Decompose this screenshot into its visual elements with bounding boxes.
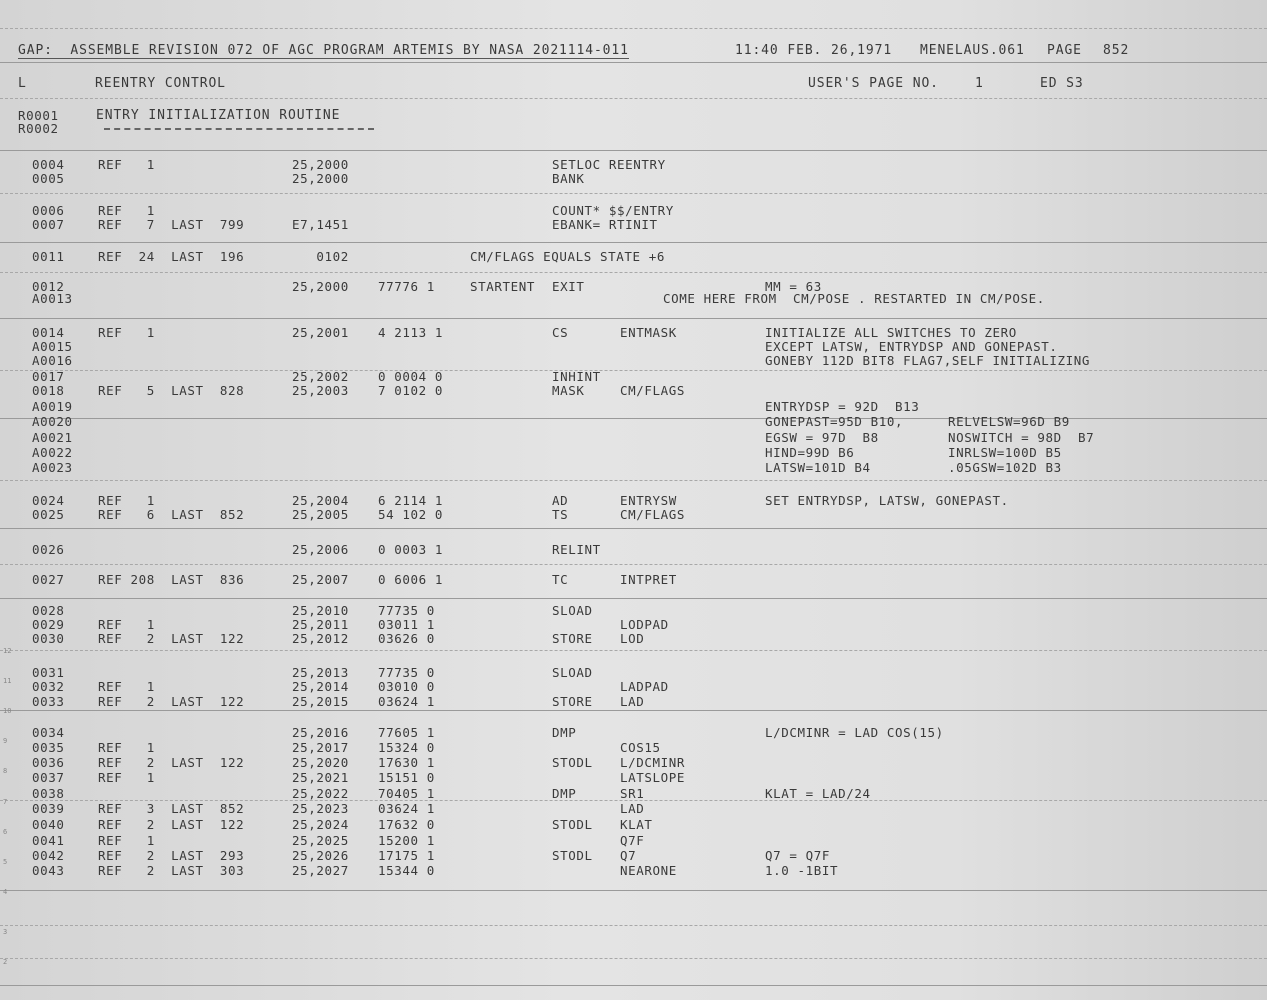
line-operand: ENTRYSW [620,493,677,508]
paper-rule [0,564,1267,565]
line-comment: 1.0 -1BIT [765,863,839,878]
line-opcode: STODL [552,848,593,863]
line-address: 25,2017 [292,740,349,755]
line-code: 77776 1 [378,279,435,294]
user-name: MENELAUS.061 [920,43,1025,58]
line-address: 25,2000 [292,279,349,294]
line-ref: REF 2 LAST 122 [98,694,245,709]
line-seq: 0011 [32,249,65,264]
line-comment: INITIALIZE ALL SWITCHES TO ZERO [765,325,1017,340]
listing-line [0,680,1267,694]
margin-tick: 4 [3,888,8,896]
line-seq: 0005 [32,171,65,186]
line-operand: LODPAD [620,617,669,632]
line-seq: 0017 [32,369,65,384]
title-underline [104,128,374,130]
users-page-number: 1 [975,76,984,91]
line-code: 17630 1 [378,755,435,770]
section-title: REENTRY CONTROL [95,76,226,91]
listing-line [0,431,1267,445]
listing-line [0,461,1267,475]
line-operand: Q7 [620,848,637,863]
line-operand: CM/FLAGS [620,507,686,522]
margin-tick: 11 [3,677,12,685]
line-operand: KLAT [620,817,653,832]
line-seq: A0020 [32,414,73,429]
line-ref: REF 1 [98,203,155,218]
line-address: 0102 [292,249,349,264]
line-code: 0 0003 1 [378,542,444,557]
line-opcode: STODL [552,755,593,770]
line-ref: REF 1 [98,325,155,340]
line-operand: CM/FLAGS [620,383,686,398]
listing-line [0,354,1267,368]
margin-tick: 2 [3,958,8,966]
line-seq: 0041 [32,833,65,848]
paper-rule [0,98,1267,99]
line-comment: KLAT = LAD/24 [765,786,871,801]
line-address: 25,2006 [292,542,349,557]
paper-rule [0,62,1267,63]
paper-rule [0,925,1267,926]
listing-line [0,384,1267,398]
paper-rule [0,318,1267,319]
line-seq: 0027 [32,572,65,587]
line-operand: COS15 [620,740,661,755]
line-opcode: MASK [552,383,585,398]
line-comment: ENTRYDSP = 92D B13 [765,399,920,414]
line-opcode: CS [552,325,569,340]
listing-line [0,494,1267,508]
line-seq: 0012 [32,279,65,294]
listing-line [0,543,1267,557]
line-seq: A0021 [32,430,73,445]
line-operand: LAD [620,801,645,816]
line-seq: 0024 [32,493,65,508]
header-line [0,44,1267,58]
line-address: 25,2001 [292,325,349,340]
line-opcode: TC [552,572,569,587]
line-seq: 0040 [32,817,65,832]
line-ref: REF 1 [98,770,155,785]
line-seq: A0022 [32,445,73,460]
line-seq: 0004 [32,157,65,172]
line-seq: 0038 [32,786,65,801]
line-operand: LATSLOPE [620,770,686,785]
line-address: 25,2020 [292,755,349,770]
line-seq: 0037 [32,770,65,785]
line-opcode: TS [552,507,569,522]
line-comment: EGSW = 97D B8 [765,430,879,445]
line-seq: 0033 [32,694,65,709]
line-code: 03624 1 [378,694,435,709]
line-address: 25,2000 [292,171,349,186]
line-code: 03010 0 [378,679,435,694]
line-address: 25,2000 [292,157,349,172]
line-address: 25,2027 [292,863,349,878]
line-seq: 0025 [32,507,65,522]
listing-line [0,849,1267,863]
line-code: 7 0102 0 [378,383,444,398]
line-seq: 0014 [32,325,65,340]
paper-rule [0,272,1267,273]
paper-rule [0,528,1267,529]
line-code: 15200 1 [378,833,435,848]
paper-rule [0,28,1267,29]
line-seq: 0036 [32,755,65,770]
margin-tick: 3 [3,928,8,936]
line-comment: L/DCMINR = LAD COS(15) [765,725,944,740]
listing-line [0,834,1267,848]
line-code: 17175 1 [378,848,435,863]
line-opcode: SLOAD [552,603,593,618]
line-comment-extra: RELVELSW=96D B9 [948,414,1070,429]
listing-line [0,508,1267,522]
listing-line [0,818,1267,832]
line-ref: REF 7 LAST 799 [98,217,245,232]
page-label: PAGE [1047,43,1082,58]
line-address: 25,2022 [292,786,349,801]
paper-rule [0,710,1267,711]
listing-line [0,573,1267,587]
margin-tick: 12 [3,647,12,655]
line-operand: Q7F [620,833,645,848]
line-opcode: EBANK= RTINIT [552,217,658,232]
line-seq: A0019 [32,399,73,414]
listing-line [0,726,1267,740]
line-seq: 0018 [32,383,65,398]
line-seq: 0006 [32,203,65,218]
listing-line [0,370,1267,384]
listing-line [0,666,1267,680]
line-opcode: SLOAD [552,665,593,680]
listing-line [0,158,1267,172]
listing-line [0,415,1267,429]
line-comment-extra: INRLSW=100D B5 [948,445,1062,460]
line-comment: EXCEPT LATSW, ENTRYDSP AND GONEPAST. [765,339,1058,354]
line-ref: REF 2 LAST 122 [98,755,245,770]
line-opcode: EXIT [552,279,585,294]
title-line [0,122,1267,136]
line-operand: L/DCMINR [620,755,686,770]
line-address: 25,2026 [292,848,349,863]
line-opcode: STODL [552,817,593,832]
paper-rule [0,650,1267,651]
line-opcode: STORE [552,694,593,709]
line-seq: A0015 [32,339,73,354]
line-address: 25,2007 [292,572,349,587]
listing-line [0,632,1267,646]
margin-tick: 9 [3,737,8,745]
line-ref: REF 3 LAST 852 [98,801,245,816]
line-address: 25,2011 [292,617,349,632]
line-seq: 0030 [32,631,65,646]
line-seq: 0032 [32,679,65,694]
line-seq: 0039 [32,801,65,816]
line-comment: HIND=99D B6 [765,445,855,460]
listing-line [0,292,1267,306]
line-opcode: RELINT [552,542,601,557]
line-address: 25,2014 [292,679,349,694]
line-seq: 0043 [32,863,65,878]
line-address: 25,2002 [292,369,349,384]
paper-rule [0,985,1267,986]
listing-line [0,326,1267,340]
line-opcode: DMP [552,786,577,801]
line-comment: SET ENTRYDSP, LATSW, GONEPAST. [765,493,1009,508]
line-code: 70405 1 [378,786,435,801]
line-seq: 0035 [32,740,65,755]
line-seq: 0029 [32,617,65,632]
line-seq: A0016 [32,353,73,368]
line-ref: REF 1 [98,833,155,848]
line-code: 15151 0 [378,770,435,785]
listing-line [0,802,1267,816]
line-ref: REF 1 [98,493,155,508]
line-opcode: BANK [552,171,585,186]
line-seq: 0007 [32,217,65,232]
line-ref: REF 2 LAST 293 [98,848,245,863]
line-label: CM/FLAGS EQUALS STATE +6 [470,249,666,264]
paper-rule [0,193,1267,194]
line-address: 25,2003 [292,383,349,398]
ed-code: ED S3 [1040,76,1084,91]
line-seq: 0026 [32,542,65,557]
section-line [0,77,1267,91]
timestamp: 11:40 FEB. 26,1971 [735,43,893,58]
line-opcode: AD [552,493,569,508]
line-ref: REF 1 [98,617,155,632]
line-seq: A0013 [32,291,73,306]
paper-rule [0,150,1267,151]
line-comment: GONEBY 112D BIT8 FLAG7,SELF INITIALIZING [765,353,1091,368]
listing-line [0,787,1267,801]
line-code: 15344 0 [378,863,435,878]
margin-tick: 8 [3,767,8,775]
line-operand: LADPAD [620,679,669,694]
line-seq: 0034 [32,725,65,740]
line-ref: REF 24 LAST 196 [98,249,245,264]
line-label: STARTENT [470,279,536,294]
line-code: 15324 0 [378,740,435,755]
routine-title: ENTRY INITIALIZATION ROUTINE [96,108,341,123]
line-address: 25,2016 [292,725,349,740]
line-address: 25,2012 [292,631,349,646]
line-comment: LATSW=101D B4 [765,460,871,475]
margin-tick: 10 [3,707,12,715]
line-operand: SR1 [620,786,645,801]
page-number: 852 [1103,43,1130,58]
line-ref: REF 5 LAST 828 [98,383,245,398]
listing-line [0,604,1267,618]
listing-line [0,695,1267,709]
line-ref: REF 1 [98,157,155,172]
margin-tick: 5 [3,858,8,866]
listing-line [0,741,1267,755]
line-code: 77735 0 [378,603,435,618]
line-seq: 0031 [32,665,65,680]
line-operand: INTPRET [620,572,677,587]
program-title: GAP: ASSEMBLE REVISION 072 OF AGC PROGRAM ARTEMIS BY NASA 2021114-011 [18,43,629,58]
line-comment: MM = 63 [765,279,822,294]
line-ref: REF 208 LAST 836 [98,572,245,587]
line-seq: 0042 [32,848,65,863]
log-type: L [18,76,27,91]
margin-tick: 7 [3,798,8,806]
users-page-label: USER'S PAGE NO. [808,76,939,91]
line-comment: GONEPAST=95D B10, [765,414,904,429]
line-comment-extra: NOSWITCH = 98D B7 [948,430,1095,445]
line-code: 0 6006 1 [378,572,444,587]
line-operand: LOD [620,631,645,646]
line-address: 25,2005 [292,507,349,522]
listing-line [0,340,1267,354]
line-address: E7,1451 [292,217,349,232]
line-code: 03011 1 [378,617,435,632]
line-address: 25,2021 [292,770,349,785]
line-seq: A0023 [32,460,73,475]
listing-line [0,446,1267,460]
listing-line [0,250,1267,264]
line-ref: REF 1 [98,740,155,755]
line-ref: REF 1 [98,679,155,694]
line-operand: LAD [620,694,645,709]
margin-tick: 6 [3,828,8,836]
line-ref: REF 2 LAST 122 [98,631,245,646]
paper-rule [0,598,1267,599]
line-address: 25,2023 [292,801,349,816]
paper-rule [0,958,1267,959]
paper-rule [0,890,1267,891]
line-opcode: INHINT [552,369,601,384]
line-code: 4 2113 1 [378,325,444,340]
line-address: 25,2024 [292,817,349,832]
line-address: 25,2015 [292,694,349,709]
listing-line [0,756,1267,770]
listing-line [0,618,1267,632]
paper-rule [0,480,1267,481]
line-seq: 0028 [32,603,65,618]
line-code: 77605 1 [378,725,435,740]
line-ref: REF 2 LAST 122 [98,817,245,832]
line-address: 25,2013 [292,665,349,680]
line-address: 25,2025 [292,833,349,848]
line-code: 54 102 0 [378,507,444,522]
listing-line [0,204,1267,218]
listing-line [0,218,1267,232]
line-opcode: DMP [552,725,577,740]
line-seq: R0002 [18,121,59,136]
line-code: 77735 0 [378,665,435,680]
line-opcode: SETLOC REENTRY [552,157,666,172]
line-code: 6 2114 1 [378,493,444,508]
line-code: 03624 1 [378,801,435,816]
title-line [0,109,1267,123]
line-code: 17632 0 [378,817,435,832]
line-seq: R0001 [18,108,59,123]
line-ref: REF 2 LAST 303 [98,863,245,878]
listing-line [0,864,1267,878]
line-code: 0 0004 0 [378,369,444,384]
paper-rule [0,242,1267,243]
line-ref: REF 6 LAST 852 [98,507,245,522]
listing-line [0,172,1267,186]
listing-line [0,400,1267,414]
line-address: 25,2010 [292,603,349,618]
listing-line [0,771,1267,785]
line-comment: Q7 = Q7F [765,848,831,863]
line-code: 03626 0 [378,631,435,646]
line-opcode: COUNT* $$/ENTRY [552,203,674,218]
line-opcode: STORE [552,631,593,646]
line-address: 25,2004 [292,493,349,508]
line-comment-extra: .05GSW=102D B3 [948,460,1062,475]
line-comment: COME HERE FROM CM/POSE . RESTARTED IN CM/POSE. [663,291,1045,306]
line-operand: ENTMASK [620,325,677,340]
line-operand: NEARONE [620,863,677,878]
